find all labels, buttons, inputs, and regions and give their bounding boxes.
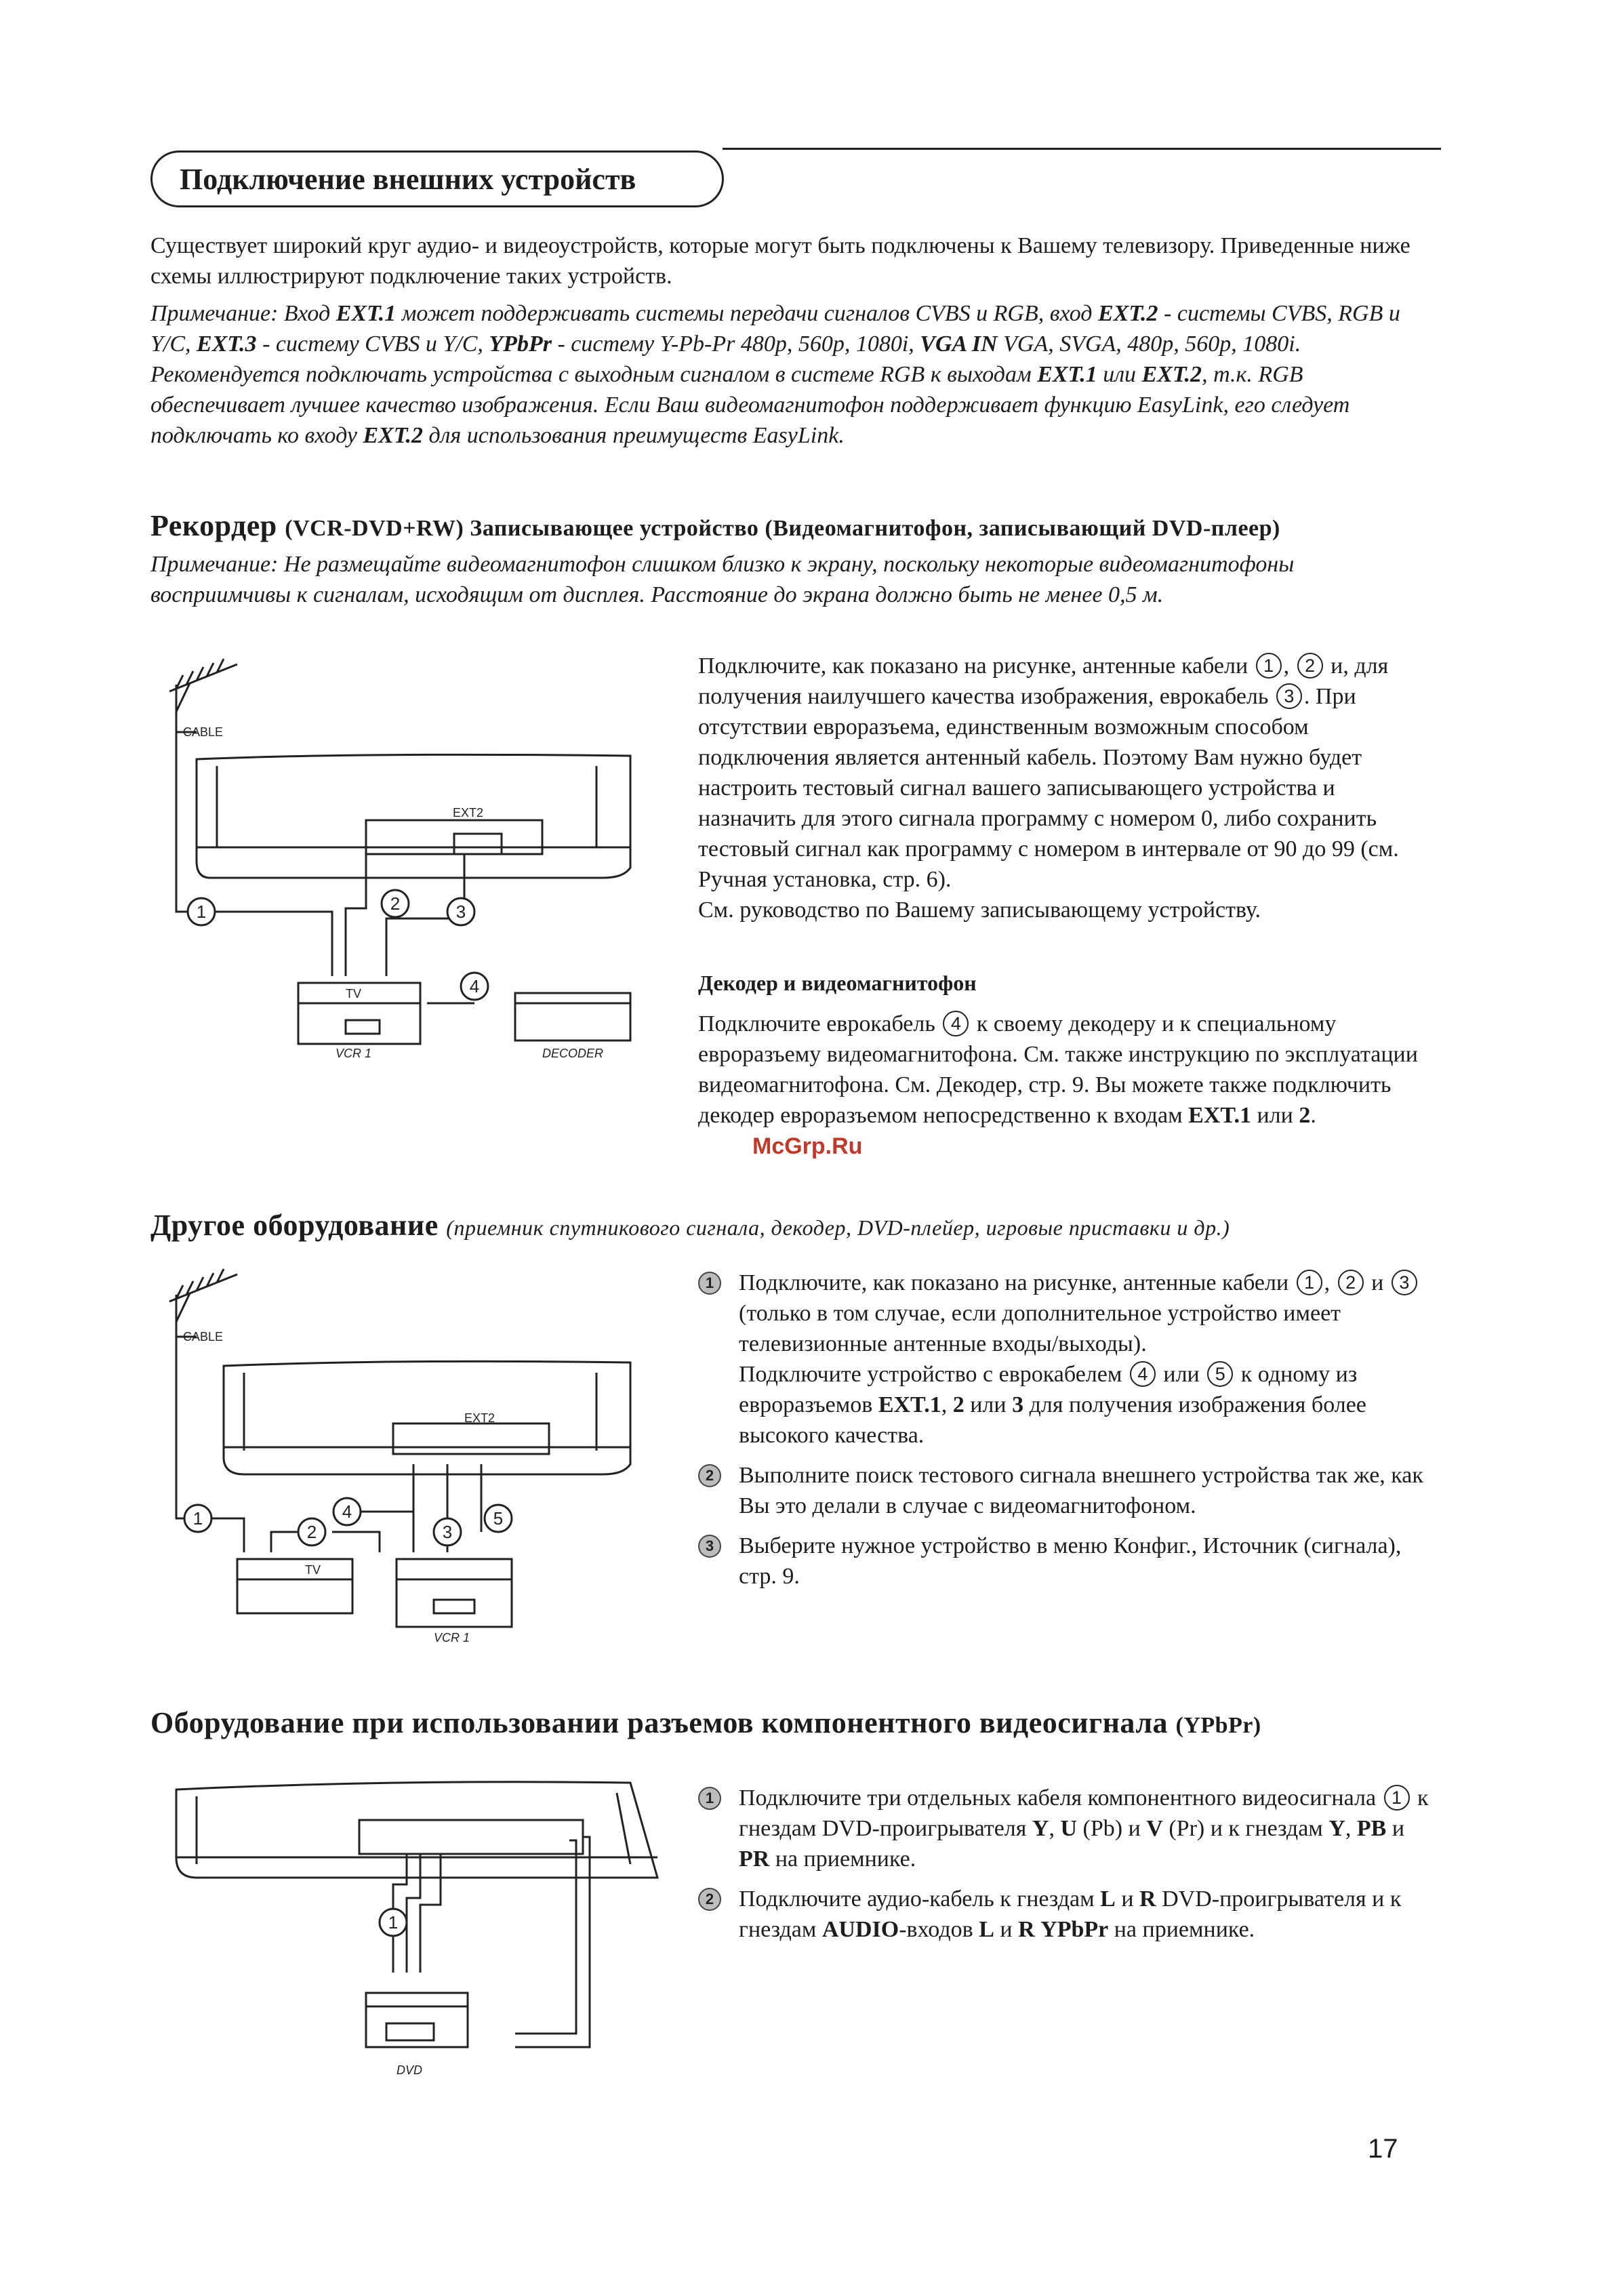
other-heading: Другое оборудование (приемник спутникового сигнала, декодер, DVD-плейер, игровые приставки и др.) — [150, 1209, 1230, 1242]
decoder-heading: Декодер и видеомагнитофон — [698, 971, 977, 995]
antenna-icon — [169, 659, 237, 759]
connector-panel — [359, 1820, 583, 1854]
other-steps — [698, 1268, 1437, 1601]
watermark: McGrp.Ru — [752, 1133, 863, 1159]
tv-back-outline — [197, 754, 630, 878]
vcr-box — [397, 1559, 512, 1627]
other-step-2: 2 Выполните поиск тестового сигнала внешнего устройства так же, как Вы это делали в случае с видеомагнитофоном. — [698, 1460, 1437, 1521]
other-step-1: 1 Подключите, как показано на рисунке, антенные кабели 1 , 2 и 3 (только в том случае, если дополнительное устройство имеет телевизионные антенные входы/выходы). Подключите устройство с еврокабелем 4 или 5 к одному из евроразъемов EXT.1, 2 или 3 для получения изображения более высокого качества. — [698, 1268, 1437, 1451]
decoder-box — [515, 993, 630, 1041]
vcr-label: VCR 1 — [434, 1631, 470, 1644]
decoder-instructions: Подключите еврокабель 4 к своему декодеру и к специальному евроразъему видеомагнитофона. См. также инструкцию по эксплуатации видеомагнитофона. См. Декодер, стр. 9. Вы можете также подключить декодер евроразъемом непосредственно к входам EXT.1 или 2. — [698, 1011, 1418, 1128]
ext2-label: EXT2 — [453, 806, 484, 820]
page-title: Подключение внешних устройств — [180, 162, 636, 196]
marker-2: 2 — [306, 1522, 317, 1542]
marker-4: 4 — [469, 976, 480, 996]
component-steps — [698, 1783, 1437, 1954]
other-step-3: 3 Выберите нужное устройство в меню Конфиг., Источник (сигнала), стр. 9. — [698, 1531, 1437, 1592]
section-title-pill — [150, 150, 724, 207]
vcr-label: VCR 1 — [336, 1047, 372, 1060]
marker-1: 1 — [192, 1508, 203, 1529]
tv-back-outline — [224, 1361, 630, 1474]
other-diagram — [156, 1261, 671, 1668]
page-number: 17 — [1368, 2134, 1398, 2164]
device-box — [237, 1559, 352, 1613]
marker-5: 5 — [493, 1508, 504, 1529]
component-diagram — [156, 1762, 671, 2088]
ext2-label: EXT2 — [464, 1411, 495, 1425]
component-heading: Оборудование при использовании разъемов компонентного видеосигнала (YPbPr) — [150, 1706, 1261, 1739]
step-bullet: 3 — [698, 1535, 721, 1558]
step-bullet: 2 — [698, 1888, 721, 1911]
marker-1: 1 — [196, 902, 207, 922]
recorder-heading: Рекордер (VCR-DVD+RW) Записывающее устройство (Видеомагнитофон, записывающий DVD-плеер) — [150, 509, 1280, 542]
marker-2: 2 — [390, 893, 401, 914]
marker-3: 3 — [442, 1522, 453, 1542]
recorder-instructions: Подключите, как показано на рисунке, антенные кабели 1 , 2 и, для получения наилучшего качества изображения, еврокабель 3 . При отсутствии евроразъема, единственным возможным способом подключения является антенный кабель. Поэтому Вам нужно будет настроить тестовый сигнал вашего записывающего устройства и назначить для этого сигнала программу с номером 0, либо сохранить тестовый сигнал как программу с номером в интервале от 90 до 99 (см. Ручная установка, стр. 6). См. руководство по Вашему записывающему устройству. — [698, 653, 1399, 923]
step-bullet: 1 — [698, 1272, 721, 1295]
tv-label: TV — [305, 1563, 321, 1577]
step-bullet: 2 — [698, 1464, 721, 1487]
step-bullet: 1 — [698, 1787, 721, 1810]
component-step-2: 2 Подключите аудио-кабель к гнездам L и R DVD-проигрывателя и к гнездам AUDIO-входов L и R YPbPr на приемнике. — [698, 1884, 1437, 1945]
dvd-label: DVD — [397, 2063, 423, 2077]
recorder-diagram — [156, 651, 671, 1071]
tv-back-outline — [176, 1782, 657, 1878]
cable-label: CABLE — [183, 1330, 224, 1343]
header-rule — [723, 148, 1441, 150]
dvd-box — [366, 1993, 468, 2047]
connector-panel — [393, 1423, 549, 1454]
marker-1: 1 — [388, 1912, 399, 1933]
intro-text: Существует широкий круг аудио- и видеоустройств, которые могут быть подключены к Вашему телевизору. Приведенные ниже схемы иллюстрируют подключение таких устройств. — [150, 233, 1410, 289]
antenna-icon — [169, 1269, 237, 1362]
marker-3: 3 — [455, 902, 466, 922]
tv-label: TV — [346, 987, 362, 1001]
decoder-label: DECODER — [542, 1047, 604, 1060]
component-step-1: 1 Подключите три отдельных кабеля компонентного видеосигнала 1 к гнездам DVD-проигрывателя Y, U (Pb) и V (Pr) и к гнездам Y, PB и PR на приемнике. — [698, 1783, 1437, 1874]
intro-note: Примечание: Вход EXT.1 может поддерживать системы передачи сигналов CVBS и RGB, вход EXT.2 - системы CVBS, RGB и Y/C, EXT.3 - систему CVBS и Y/C, YPbPr - систему Y-Pb-Pr 480p, 560p, 1080i, VGA IN VGA, SVGA, 480p, 560p, 1080i. Рекомендуется подключать устройства с выходным сигналом в системе RGB к выходам EXT.1 или EXT.2, т.к. RGB обеспечивает лучшее качество изображения. Если Ваш видеомагнитофон поддерживает функцию EasyLink, его следует подключать ко входу EXT.2 для использования преимуществ EasyLink. — [150, 301, 1400, 448]
marker-4: 4 — [342, 1501, 352, 1522]
recorder-note: Примечание: Не размещайте видеомагнитофон слишком близко к экрану, поскольку некоторые видеомагнитофоны восприимчивы к сигналам, исходящим от дисплея. Расстояние до экрана должно быть не менее 0,5 м. — [150, 552, 1295, 607]
cable-label: CABLE — [183, 725, 224, 739]
